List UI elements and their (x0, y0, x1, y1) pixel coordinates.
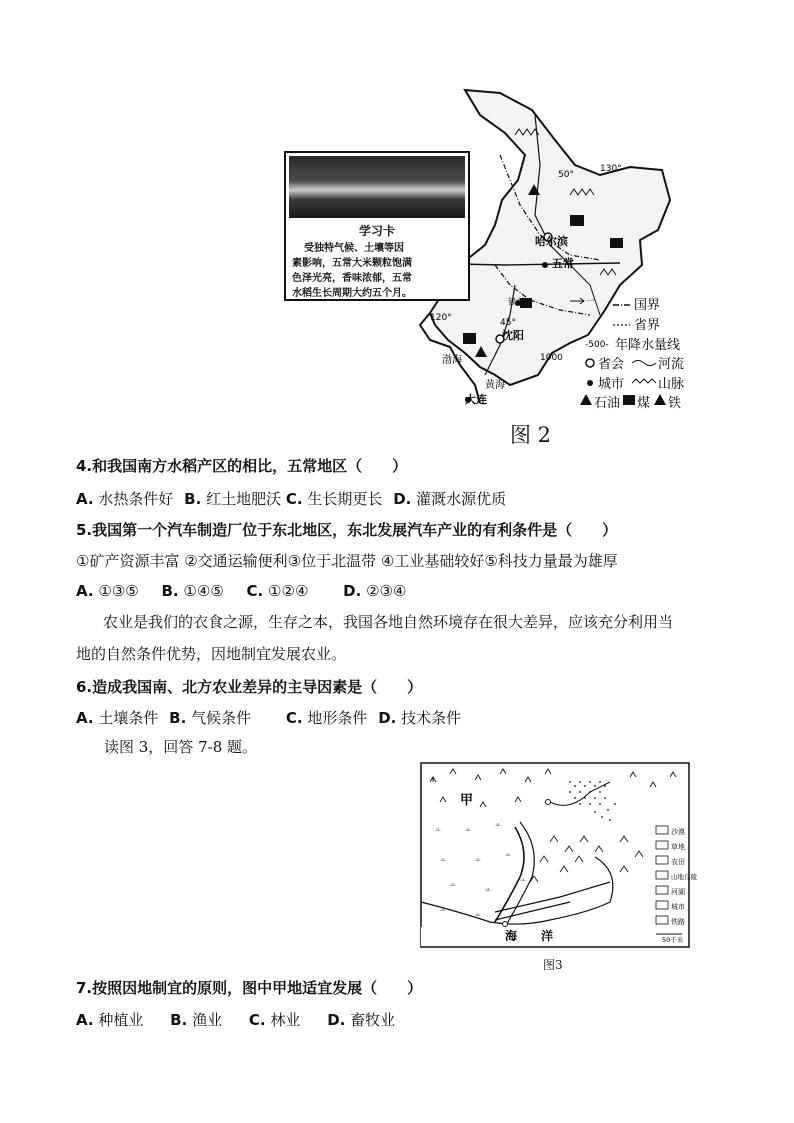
option-letter: A. (76, 490, 94, 508)
option-text: 水热条件好 (98, 490, 174, 508)
card-line: 受独特气候、土壤等因 (304, 243, 404, 254)
intro-line-1: 农业是我们的衣食之源，生存之本，我国各地自然环境存在很大差异，应该充分利用当 (103, 613, 674, 631)
coal-legend-icon (623, 395, 635, 405)
svg-text:黄海: 黄海 (485, 380, 505, 391)
svg-text:草地: 草地 (671, 843, 685, 851)
svg-text:50°: 50° (558, 170, 574, 180)
option-letter: D. (343, 582, 362, 600)
coal-symbol-icon (463, 333, 476, 344)
svg-text:ㅛ: ㅛ (440, 857, 446, 864)
svg-text:渤海: 渤海 (442, 355, 462, 366)
option-letter: C. (246, 582, 264, 600)
card-line: 素影响，五常大米颗粒饱满 (292, 258, 412, 269)
iron-legend-icon (654, 394, 666, 405)
question-5-options (76, 582, 406, 600)
svg-text:45°: 45° (500, 318, 516, 328)
question-5-stem: 5.我国第一个汽车制造厂位于东北地区，东北发展汽车产业的有利条件是（ ） (76, 521, 618, 539)
figure-2-caption: 图 2 (510, 423, 552, 447)
svg-text:城市: 城市 (671, 903, 685, 911)
svg-text:铁: 铁 (668, 396, 682, 411)
svg-text:城市: 城市 (598, 377, 625, 392)
oil-legend-icon (580, 394, 592, 405)
svg-text:ㅛ: ㅛ (475, 912, 481, 919)
svg-text:山地丘陵: 山地丘陵 (671, 873, 697, 881)
svg-text:ㅛ: ㅛ (465, 827, 471, 834)
option-letter: B. (170, 1011, 188, 1029)
svg-text:50千米: 50千米 (662, 936, 684, 944)
region-land-use-map (420, 762, 697, 948)
svg-text:年降水量线: 年降水量线 (615, 338, 681, 353)
svg-text:大连: 大连 (465, 393, 487, 406)
svg-text:石油: 石油 (594, 396, 621, 411)
option-text: 林业 (270, 1011, 301, 1029)
option-text: 地形条件 (307, 709, 368, 727)
intro-paragraph (76, 606, 726, 670)
option-letter: D. (393, 490, 412, 508)
svg-text:山脉: 山脉 (658, 377, 685, 392)
svg-text:河流: 河流 (658, 357, 685, 372)
svg-text:1000: 1000 (540, 353, 563, 363)
svg-text:一: 一 (586, 297, 596, 307)
option-letter: A. (76, 582, 94, 600)
svg-text:ㅛ: ㅛ (505, 852, 511, 859)
svg-text:ㅛ: ㅛ (440, 907, 446, 914)
svg-text:河湖: 河湖 (671, 888, 685, 896)
card-photo (289, 156, 465, 218)
question-7-stem: 7.按照因地制宜的原则，图中甲地适宜发展（ ） (76, 979, 423, 997)
option-text: 土壤条件 (98, 709, 159, 727)
svg-text:沙漠: 沙漠 (671, 828, 685, 836)
intro-line-2: 地的自然条件优势，因地制宜发展农业。 (76, 645, 347, 663)
svg-text:国界: 国界 (634, 298, 661, 313)
option-text: ①③⑤ (98, 582, 139, 600)
figure-2 (270, 85, 690, 415)
card-title: 学习卡 (358, 224, 395, 238)
option-text: 红土地肥沃 (206, 490, 282, 508)
option-text: ①④⑤ (183, 582, 224, 600)
option-letter: B. (161, 582, 179, 600)
city-legend-icon (587, 380, 593, 386)
svg-text:农田: 农田 (671, 858, 685, 866)
svg-text:煤: 煤 (637, 396, 651, 411)
capital-legend-icon (586, 359, 594, 367)
option-text: 灌溉水源优质 (416, 490, 507, 508)
figure-3 (420, 762, 697, 948)
svg-text:甲: 甲 (460, 793, 474, 808)
option-text: 畜牧业 (350, 1011, 396, 1029)
question-5-items: ①矿产资源丰富 ②交通运输便利③位于北温带 ④工业基础较好⑤科技力量最为雄厚 (76, 552, 618, 570)
svg-text:ㅛ: ㅛ (520, 877, 526, 884)
option-letter: C. (248, 1011, 266, 1029)
svg-text:五常: 五常 (552, 257, 574, 270)
question-7-options (76, 1009, 395, 1030)
svg-text:130°: 130° (600, 164, 622, 174)
option-text: 气候条件 (191, 709, 252, 727)
option-text: 种植业 (98, 1011, 144, 1029)
svg-text:哈尔滨: 哈尔滨 (535, 235, 568, 248)
svg-text:ㅛ: ㅛ (495, 822, 501, 829)
svg-text:ㅛ: ㅛ (450, 882, 456, 889)
question-4-stem: 4.和我国南方水稻产区的相比，五常地区（ ） (76, 457, 408, 475)
svg-text:海 洋: 海 洋 (505, 929, 554, 943)
card-line: 色泽光亮，香味浓郁，五常 (292, 273, 412, 284)
svg-text:ㅛ: ㅛ (475, 857, 481, 864)
coal-symbol-icon (570, 215, 584, 226)
option-text: 渔业 (192, 1011, 223, 1029)
option-letter: D. (327, 1011, 346, 1029)
coal-symbol-icon (610, 238, 623, 248)
option-letter: C. (285, 709, 303, 727)
svg-text:铁岭: 铁岭 (508, 298, 527, 308)
svg-text:沈阳: 沈阳 (502, 329, 524, 342)
figure-3-caption: 图3 (543, 958, 563, 972)
svg-text:铁路: 铁路 (671, 918, 685, 926)
svg-text:ㅛ: ㅛ (435, 827, 441, 834)
svg-text:ㅛ: ㅛ (485, 887, 491, 894)
question-6-stem: 6.造成我国南、北方农业差异的主导因素是（ ） (76, 678, 423, 696)
read-figure-3-instruction: 读图 3，回答 7-8 题。 (104, 738, 258, 756)
option-letter: D. (378, 709, 397, 727)
option-letter: C. (285, 490, 303, 508)
option-letter: A. (76, 709, 94, 727)
svg-text:省会: 省会 (598, 357, 625, 372)
option-letter: B. (184, 490, 202, 508)
option-letter: A. (76, 1011, 94, 1029)
option-letter: B. (169, 709, 187, 727)
option-text: ②③④ (366, 582, 407, 600)
svg-text:-500-: -500- (585, 340, 609, 350)
card-line: 水稻生长周期大约五个月。 (292, 288, 412, 299)
svg-text:120°: 120° (430, 313, 452, 323)
question-6-options (76, 707, 461, 728)
learning-card (284, 151, 470, 301)
option-text: 技术条件 (401, 709, 462, 727)
option-text: 生长期更长 (307, 490, 383, 508)
question-4-options (76, 488, 506, 509)
option-text: ①②④ (268, 582, 309, 600)
svg-text:省界: 省界 (634, 318, 661, 333)
